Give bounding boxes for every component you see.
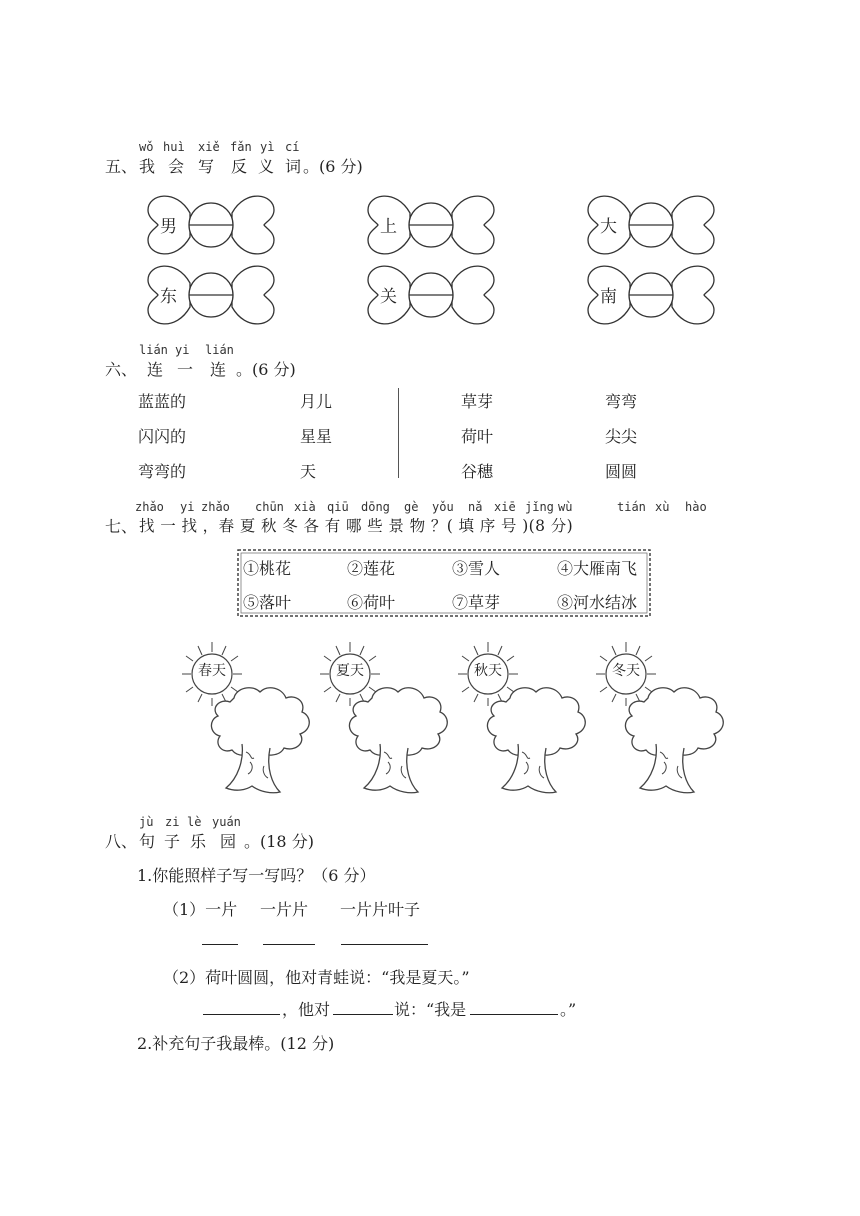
title-char: 句 <box>139 832 156 851</box>
option-item: ⑦草芽 <box>452 593 501 612</box>
answer-blank[interactable] <box>333 1014 393 1015</box>
pinyin: fǎn <box>230 140 252 154</box>
match-word[interactable]: 圆圆 <box>605 462 638 481</box>
question-1: 1.你能照样子写一写吗？（6 分） <box>137 866 376 885</box>
option-item: ⑥荷叶 <box>347 593 396 612</box>
pinyin: wǒ <box>139 140 154 154</box>
example-2: （2）荷叶圆圆，他对青蛙说：“我是夏天。” <box>163 968 470 987</box>
pinyin: lián <box>139 343 168 357</box>
answer-blank[interactable] <box>202 944 238 945</box>
title-char: 我 <box>139 157 156 176</box>
answer-blank[interactable] <box>341 944 428 945</box>
answer-blank[interactable] <box>470 1014 558 1015</box>
answer-blank[interactable] <box>203 1014 280 1015</box>
fill-text: 。” <box>560 1000 577 1019</box>
fill-text: ，他对 <box>282 1000 331 1019</box>
match-word[interactable]: 星星 <box>300 427 333 446</box>
title-char: 反 <box>231 157 248 176</box>
bow-answer-box[interactable] <box>366 192 496 258</box>
season-label: 春天 <box>198 663 226 679</box>
bow-answer-box[interactable] <box>146 192 276 258</box>
section-number: 八、 <box>105 832 138 851</box>
season-tree[interactable] <box>318 640 438 810</box>
match-word[interactable]: 谷穗 <box>461 462 494 481</box>
pinyin: lè <box>187 815 202 829</box>
example-1: 一片片 <box>260 900 309 919</box>
pinyin: jǐng <box>525 500 554 514</box>
section-number: 七、 <box>105 517 138 536</box>
pinyin: dōng <box>361 500 390 514</box>
title-char: 一 <box>177 360 194 379</box>
season-label: 冬天 <box>612 663 640 679</box>
pinyin: yì <box>260 140 275 154</box>
match-word[interactable]: 弯弯的 <box>138 462 187 481</box>
answer-blank[interactable] <box>263 944 315 945</box>
question-2: 2.补充句子我最棒。(12 分) <box>137 1034 335 1053</box>
option-item: ①桃花 <box>243 559 292 578</box>
title-char: 园 <box>220 832 237 851</box>
title-char: 义 <box>258 157 275 176</box>
bow-character: 东 <box>160 287 177 307</box>
options-box <box>235 547 653 619</box>
pinyin: tián <box>617 500 646 514</box>
match-word[interactable]: 草芽 <box>461 392 494 411</box>
bow-character: 大 <box>600 217 617 237</box>
column-divider <box>398 388 399 478</box>
title-char: 乐 <box>190 832 207 851</box>
match-word[interactable]: 月儿 <box>300 392 333 411</box>
pinyin: yi <box>175 343 190 357</box>
title-char: 写 <box>198 157 215 176</box>
bow-character: 上 <box>380 217 397 237</box>
pinyin: lián <box>205 343 234 357</box>
season-tree[interactable] <box>594 640 714 810</box>
title-char: 会 <box>168 157 185 176</box>
match-word[interactable]: 荷叶 <box>461 427 494 446</box>
section-number: 五、 <box>105 157 138 176</box>
pinyin: yǒu <box>432 500 454 514</box>
season-label: 夏天 <box>336 663 364 679</box>
pinyin: qiū <box>327 500 349 514</box>
season-label: 秋天 <box>474 663 502 679</box>
season-tree[interactable] <box>456 640 576 810</box>
pinyin: zi <box>165 815 180 829</box>
pinyin: huì <box>163 140 185 154</box>
bow-answer-box[interactable] <box>586 262 716 328</box>
match-word[interactable]: 蓝蓝的 <box>138 392 187 411</box>
fill-text: 说：“我是 <box>394 1000 467 1019</box>
match-word[interactable]: 天 <box>300 462 317 481</box>
bow-character: 南 <box>600 287 617 307</box>
section-score: 。(6 分) <box>303 157 363 176</box>
pinyin: jù <box>139 815 154 829</box>
pinyin: hào <box>685 500 707 514</box>
bow-character: 男 <box>160 217 177 237</box>
bow-answer-box[interactable] <box>146 262 276 328</box>
pinyin: nǎ <box>468 500 483 514</box>
option-item: ③雪人 <box>452 559 501 578</box>
section-score: 。(6 分) <box>236 360 296 379</box>
bow-answer-box[interactable] <box>366 262 496 328</box>
option-item: ⑤落叶 <box>243 593 292 612</box>
pinyin: yuán <box>212 815 241 829</box>
option-item: ④大雁南飞 <box>557 559 638 578</box>
title-char: 词 <box>285 157 302 176</box>
title-char: 连 <box>210 360 227 379</box>
section-title: 找 一 找 ，春 夏 秋 冬 各 有 哪 些 景 物 ？( 填 序 号 )(8 分) <box>139 517 574 535</box>
pinyin: xià <box>294 500 316 514</box>
option-item: ⑧河水结冰 <box>557 593 638 612</box>
match-word[interactable]: 闪闪的 <box>138 427 187 446</box>
season-tree[interactable] <box>180 640 300 810</box>
pinyin: xiě <box>198 140 220 154</box>
pinyin: xiē <box>494 500 516 514</box>
title-char: 子 <box>164 832 181 851</box>
pinyin: cí <box>285 140 300 154</box>
option-item: ②莲花 <box>347 559 396 578</box>
pinyin: gè <box>404 500 419 514</box>
pinyin: zhǎo <box>201 500 230 514</box>
pinyin: chūn <box>255 500 284 514</box>
match-word[interactable]: 弯弯 <box>605 392 638 411</box>
pinyin: xù <box>655 500 670 514</box>
section-number: 六、 <box>105 360 138 379</box>
pinyin: zhǎo <box>135 500 164 514</box>
section-score: 。(18 分) <box>244 832 314 851</box>
match-word[interactable]: 尖尖 <box>605 427 638 446</box>
bow-answer-box[interactable] <box>586 192 716 258</box>
example-1: 一片片叶子 <box>340 900 421 919</box>
bow-character: 关 <box>380 287 397 307</box>
pinyin: wù <box>558 500 573 514</box>
example-1: （1）一片 <box>163 900 238 919</box>
title-char: 连 <box>147 360 164 379</box>
pinyin: yi <box>180 500 195 514</box>
